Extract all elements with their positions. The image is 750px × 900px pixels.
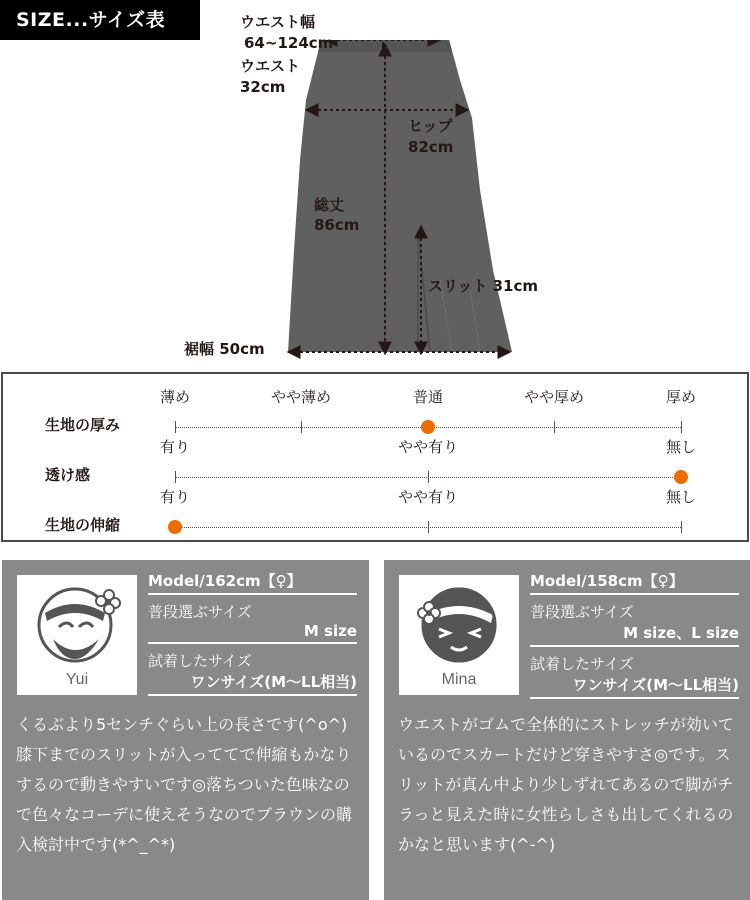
usual-size-value: M size <box>148 622 357 644</box>
waist-width-label: ウエスト幅 <box>240 13 316 31</box>
tick-label: やや薄め <box>270 388 332 406</box>
tick-label: 無し <box>665 438 697 456</box>
model-panel-yui <box>2 560 369 900</box>
model-title: Model/162cm【♀】 <box>148 570 357 595</box>
scale-row-label: 透け感 <box>45 466 91 484</box>
model-info <box>530 570 739 699</box>
tick-mark <box>554 421 555 433</box>
scale-row-label: 生地の厚み <box>45 416 121 434</box>
scale-row-thickness <box>3 386 747 436</box>
tick-mark <box>681 521 682 533</box>
model-title: Model/158cm【♀】 <box>530 570 739 595</box>
tick-label: 有り <box>159 488 191 506</box>
length-value: 86cm <box>314 216 360 234</box>
tick-mark <box>301 421 302 433</box>
tick-label: やや有り <box>397 488 459 506</box>
avatar <box>17 575 137 695</box>
usual-size-label: 普段選ぶサイズ <box>530 603 634 621</box>
model-panel-mina <box>384 560 750 900</box>
avatar <box>399 575 519 695</box>
skirt-illustration <box>0 40 750 370</box>
tick-mark <box>428 521 429 533</box>
tick-mark <box>428 471 429 483</box>
avatar-name: Yui <box>65 671 89 688</box>
size-chart-badge: SIZE...サイズ表 <box>0 0 200 40</box>
usual-size-label: 普段選ぶサイズ <box>148 603 252 621</box>
scale-indicator-dot <box>421 420 435 434</box>
tried-size-value: ワンサイズ(M〜LL相当) <box>530 674 739 699</box>
model-info <box>148 570 357 696</box>
waist-value: 32cm <box>240 78 286 96</box>
tick-mark <box>175 421 176 433</box>
tick-label: やや有り <box>397 438 459 456</box>
model-comment: ウエストがゴムで全体的にストレッチが効いているのでスカートだけど穿きやすさ◎です。スリットが真ん中より少しずれてあるので脚がチラっと見えた時に女性らしさも出してくれるのかなと思います(^-^) <box>398 715 734 854</box>
model-comment: くるぶより5センチぐらい上の長さです(^o^)膝下までのスリットが入っててで伸縮もかなりするので動きやすいです◎落ちついた色味なので色々なコーデに使えそうなのでブラウンの購入検討中です(*^_^*) <box>16 715 353 854</box>
tick-label: 普通 <box>412 388 444 406</box>
avatar-name: Mina <box>441 671 477 688</box>
length-label: 総丈 <box>314 196 345 214</box>
tried-size-value: ワンサイズ(M〜LL相当) <box>148 671 357 696</box>
scale-row-transparency <box>3 436 747 486</box>
tick-mark <box>681 421 682 433</box>
hip-value: 82cm <box>408 138 454 156</box>
scale-indicator-dot <box>674 470 688 484</box>
tick-label: 厚め <box>665 388 697 406</box>
slit-label: スリット 31cm <box>428 277 539 295</box>
tick-mark <box>175 471 176 483</box>
fabric-scale-box <box>1 372 749 542</box>
tick-label: 無し <box>665 488 697 506</box>
tried-size-label: 試着したサイズ <box>530 655 634 673</box>
waist-label: ウエスト <box>240 57 301 75</box>
tick-label: 薄め <box>159 388 191 406</box>
hem-label: 裾幅 50cm <box>184 340 265 358</box>
tried-size-label: 試着したサイズ <box>148 652 252 670</box>
usual-size-value: M size、L size <box>530 622 739 647</box>
tick-label: やや厚め <box>523 388 585 406</box>
scale-row-label: 生地の伸縮 <box>45 516 121 534</box>
scale-indicator-dot <box>168 520 182 534</box>
tick-label: 有り <box>159 438 191 456</box>
waist-width-value: 64~124cm <box>244 34 334 52</box>
hip-label: ヒップ <box>408 117 453 135</box>
scale-row-stretch <box>3 486 747 536</box>
